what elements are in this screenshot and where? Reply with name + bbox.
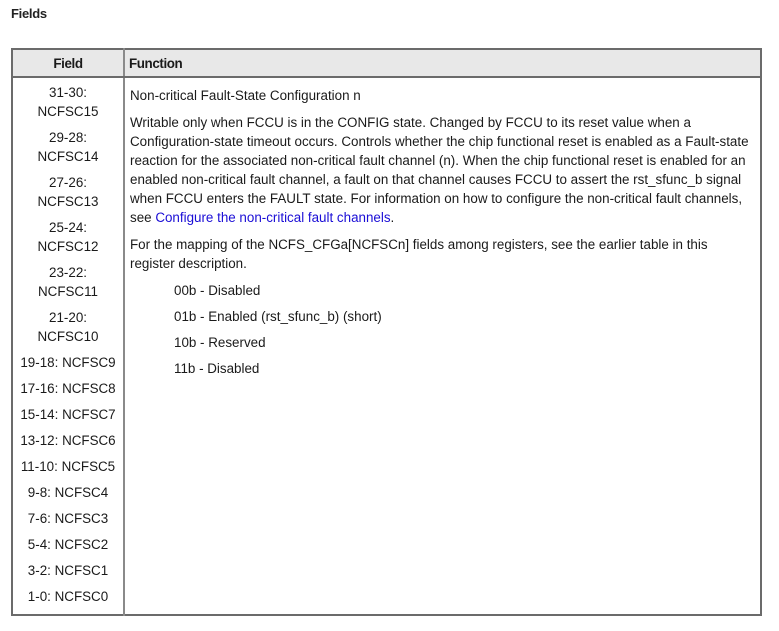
field-bits: 21-20: [49, 310, 87, 325]
function-description [130, 113, 754, 227]
field-entry-ncfsc0 [15, 587, 121, 606]
field-name: NCFSC11 [37, 284, 99, 299]
value-item: 01b - Enabled (rst_sfunc_b) (short) [174, 309, 382, 324]
mapping-note: For the mapping of the NCFS_CFGa[NCFSCn] fields among registers, see the earlier table in this register description. [130, 237, 708, 271]
field-entry-ncfsc10 [15, 308, 121, 346]
field-bits: 17-16: [20, 381, 59, 396]
field-name: NCFSC5 [61, 459, 116, 474]
header-function: Function [124, 49, 761, 77]
value-item: 10b - Reserved [174, 335, 266, 350]
field-bits: 13-12: [20, 433, 59, 448]
field-bits: 23-22: [49, 265, 87, 280]
field-bits: 27-26: [49, 175, 87, 190]
field-bits: 11-10: [20, 459, 58, 474]
description-text: Writable only when FCCU is in the CONFIG state. Changed by FCCU to its reset value when a Configuration-state timeout occurs. Controls whether the chip functional reset is enabled as a Fault-state reaction for the associated non-critical fault channel (n). When the chip functional reset is enabled for an enabled non-critical fault channel, a fault on that channel causes FCCU to assert the rst_sfunc_b signal when FCCU enters the FAULT state. For information on how to configure the non-critical fault channels, see [130, 115, 749, 225]
field-entry-ncfsc12 [15, 218, 121, 256]
field-bits: 19-18: [20, 355, 59, 370]
table-row [12, 77, 761, 615]
function-title: Non-critical Fault-State Configuration n [130, 88, 361, 103]
field-bits: 1-0: [27, 589, 51, 604]
field-entry-ncfsc5 [15, 457, 121, 476]
header-field: Field [12, 49, 124, 77]
field-bits: 25-24: [49, 220, 87, 235]
field-name: NCFSC12 [37, 239, 99, 254]
field-name: NCFSC15 [37, 104, 99, 119]
field-entry-ncfsc15 [15, 83, 121, 121]
field-name: NCFSC1 [54, 563, 109, 578]
field-name: NCFSC2 [54, 537, 109, 552]
field-entry-ncfsc8 [15, 379, 121, 398]
field-list [12, 77, 124, 615]
field-bits: 29-28: [49, 130, 87, 145]
field-bits: 3-2: [27, 563, 51, 578]
field-entry-ncfsc7 [15, 405, 121, 424]
field-bits: 7-6: [27, 511, 51, 526]
value-item: 00b - Disabled [174, 283, 261, 298]
field-bits: 5-4: [27, 537, 51, 552]
field-name: NCFSC6 [62, 433, 116, 448]
section-title: Fields [11, 6, 47, 21]
configure-ncf-channels-link[interactable]: Configure the non-critical fault channels [155, 210, 391, 225]
value-item: 11b - Disabled [174, 361, 260, 376]
field-name: NCFSC4 [54, 485, 109, 500]
field-entry-ncfsc1 [15, 561, 121, 580]
field-entry-ncfsc6 [15, 431, 121, 450]
field-entry-ncfsc3 [15, 509, 121, 528]
field-bits: 9-8: [27, 485, 51, 500]
field-entry-ncfsc11 [15, 263, 121, 301]
field-name: NCFSC13 [37, 194, 99, 209]
field-name: NCFSC9 [62, 355, 116, 370]
field-name: NCFSC8 [62, 381, 116, 396]
field-name: NCFSC3 [54, 511, 109, 526]
field-bits: 31-30: [49, 85, 87, 100]
table-header-row [12, 49, 761, 77]
field-bits: 15-14: [20, 407, 59, 422]
fields-table [11, 48, 762, 616]
field-entry-ncfsc9 [15, 353, 121, 372]
field-name: NCFSC14 [37, 149, 99, 164]
field-entry-ncfsc4 [15, 483, 121, 502]
function-cell [124, 77, 761, 615]
field-name: NCFSC10 [37, 329, 99, 344]
field-entry-ncfsc2 [15, 535, 121, 554]
field-name: NCFSC7 [62, 407, 116, 422]
description-suffix: . [390, 210, 395, 225]
value-list [174, 281, 754, 378]
field-name: NCFSC0 [54, 589, 109, 604]
field-entry-ncfsc13 [15, 173, 121, 211]
field-entry-ncfsc14 [15, 128, 121, 166]
